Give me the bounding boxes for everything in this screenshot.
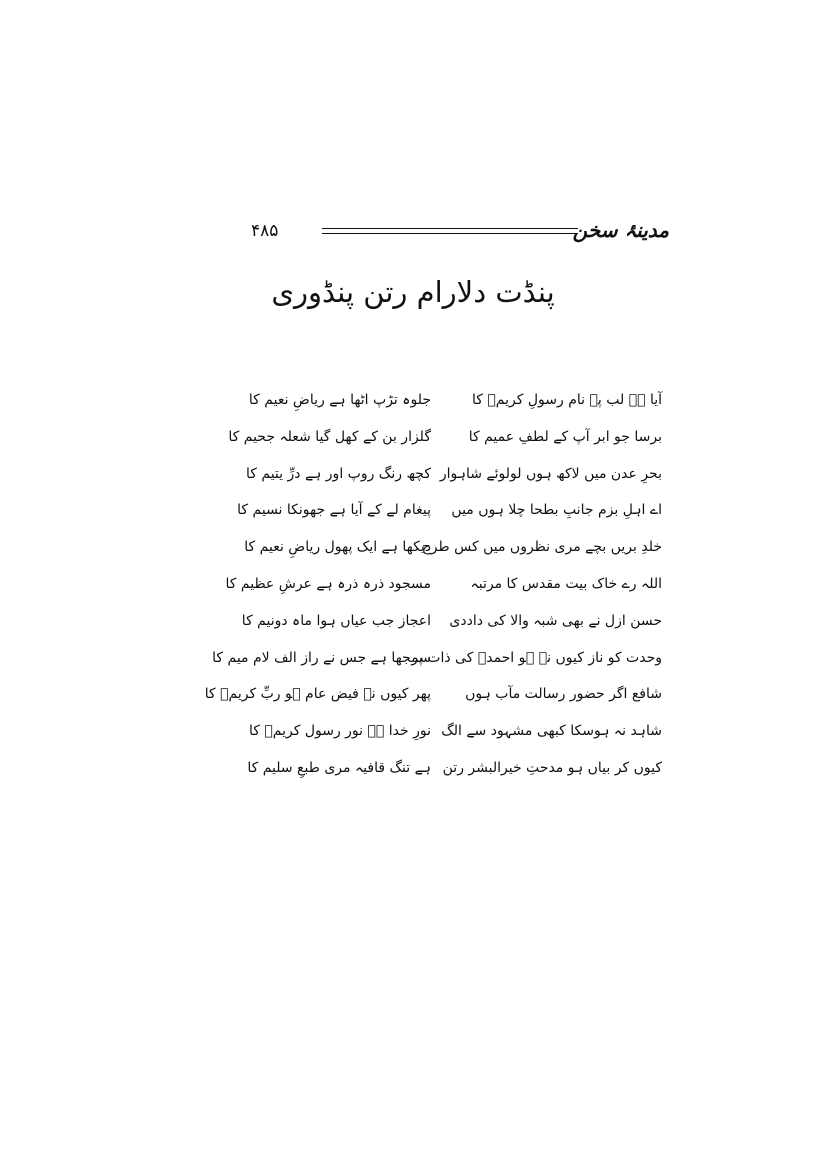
- verse-line: اللہ رے خاک بیت مقدس کا مرتبہ: [470, 575, 662, 592]
- verse-line: نورِ خدا ہے نور رسول کریمؐ کا: [248, 723, 431, 740]
- verse-line: حسن ازل نے بھی شبہ والا کی داددی: [449, 612, 662, 629]
- verse-line: خلدِ بریں بچے مری نظروں میں کس طرح: [421, 539, 662, 556]
- verse-line: بحرِ عدن میں لاکھ ہوں لولوئے شاہوار: [439, 465, 662, 482]
- verse-line: ہے تنگ قافیہ مری طبعِ سلیم کا: [247, 759, 431, 776]
- verse-line: آیا ہے لب پہ نام رسولِ کریمؐ کا: [472, 392, 662, 408]
- verse-line: برسا جو ابر آپ کے لطفِ عمیم کا: [468, 428, 662, 445]
- verse-line: گلزار بن کے کھل گیا شعلہ جحیم کا: [228, 428, 431, 445]
- verse-line: شافع اگر حضور رسالت مآب ہوں: [465, 686, 662, 703]
- verse-line: پھر کیوں نہ فیض عام ہو ربِّ کریمؐ کا: [204, 686, 431, 703]
- page-header: [0, 220, 826, 250]
- verse-line: دیکھا ہے ایک پھول ریاضِ نعیم کا: [244, 539, 431, 556]
- poem-title: پنڈت دلارام رتن پنڈوری: [271, 275, 555, 309]
- verse-line: پیغام لے کے آیا ہے جھونکا نسیم کا: [237, 502, 431, 519]
- verse-line: سمجھا ہے جس نے راز الف لام میم کا: [212, 649, 431, 666]
- verse-line: اعجاز جب عیاں ہوا ماہ دونیم کا: [241, 612, 431, 629]
- verse-line: شاہد نہ ہوسکا کبھی مشہود سے الگ: [441, 723, 662, 740]
- verse-column-right: [411, 382, 662, 787]
- verse-line: جلوہ تڑپ اٹھا ہے ریاضِ نعیم کا: [248, 392, 431, 408]
- verse-line: کیوں کر بیاں ہو مدحتِ خیرالبشر رتن: [442, 759, 662, 776]
- verse-line: اے اہلِ بزم جانبِ بطحا چلا ہوں میں: [451, 502, 662, 519]
- verse-line: وحدت کو ناز کیوں نہ ہو احمدؐ کی ذات پر: [411, 649, 662, 666]
- page-number: ۴۸۵: [251, 221, 279, 241]
- book-title: مدینۂ سخن: [572, 218, 669, 242]
- verse-column-left: [204, 382, 431, 787]
- verse-line: مسجود ذرہ ذرہ ہے عرشِ عظیم کا: [225, 575, 431, 592]
- verse-line: کچھ رنگ روپ اور ہے درِّ یتیم کا: [246, 465, 431, 482]
- header-double-rule: [322, 228, 578, 234]
